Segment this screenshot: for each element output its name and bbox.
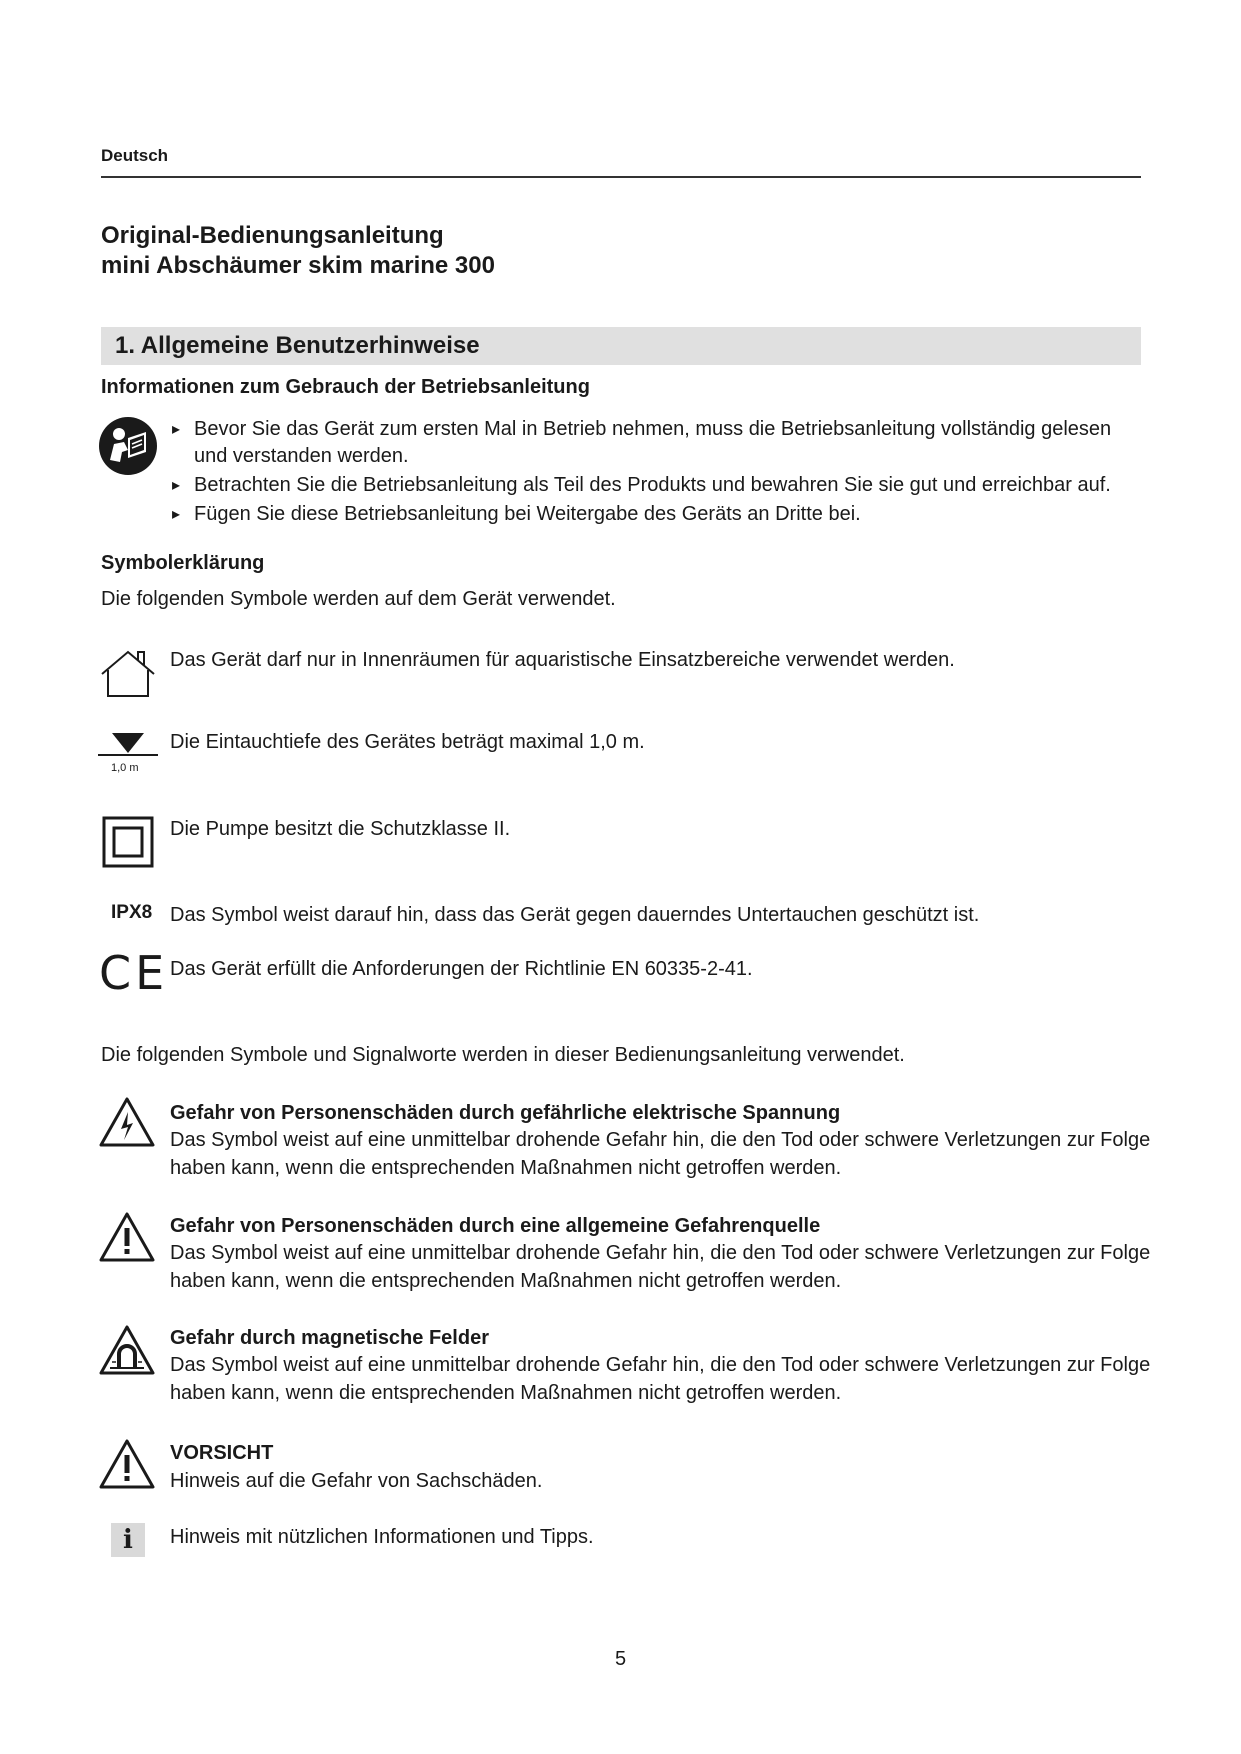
document-title [101, 221, 495, 281]
general-hazard-desc-line2: haben kann, wenn die entsprechenden Maßnahmen nicht getroffen werden. [170, 1270, 842, 1292]
magnetic-hazard-desc-line2: haben kann, wenn die entsprechenden Maßnahmen nicht getroffen werden. [170, 1382, 842, 1404]
bullet-item: ▸ Betrachten Sie die Betriebsanleitung als Teil des Produkts und bewahren Sie sie gut und erreichbar auf. [180, 472, 1120, 499]
info-heading: Informationen zum Gebrauch der Betriebsanleitung [101, 376, 590, 398]
protection-class-ii-icon [102, 816, 154, 868]
general-hazard-desc-line1: Das Symbol weist auf eine unmittelbar drohende Gefahr hin, die den Tod oder schwere Verletzungen zur Folge [170, 1242, 1151, 1264]
caution-icon [98, 1438, 156, 1490]
immersion-depth-text: Die Eintauchtiefe des Gerätes beträgt maximal 1,0 m. [170, 731, 645, 753]
bullet-item: ▸ Fügen Sie diese Betriebsanleitung bei Weitergabe des Geräts an Dritte bei. [180, 501, 1120, 528]
info-text: Hinweis mit nützlichen Informationen und Tipps. [170, 1526, 594, 1548]
section-heading [115, 332, 480, 360]
symbols-intro: Die folgenden Symbole werden auf dem Gerät verwendet. [101, 588, 616, 610]
general-hazard-title: Gefahr von Personenschäden durch eine allgemeine Gefahrenquelle [170, 1215, 821, 1237]
ce-mark-icon: CE [99, 946, 169, 1000]
page-number: 5 [614, 1648, 627, 1670]
section-heading-text: Allgemeine Benutzerhinweise [140, 332, 480, 359]
indoor-use-text: Das Gerät darf nur in Innenräumen für aquaristische Einsatzbereiche verwendet werden. [170, 649, 955, 671]
caution-title: VORSICHT [170, 1442, 274, 1464]
immersion-depth-icon [98, 731, 158, 757]
title-line-2: mini Abschäumer skim marine 300 [101, 252, 495, 279]
indoor-house-icon [98, 646, 158, 698]
electric-hazard-desc-line1: Das Symbol weist auf eine unmittelbar drohende Gefahr hin, die den Tod oder schwere Verletzungen zur Folge [170, 1129, 1151, 1151]
section-heading-bar [101, 327, 1141, 365]
protection-class-text: Die Pumpe besitzt die Schutzklasse II. [170, 818, 511, 840]
signal-words-intro: Die folgenden Symbole und Signalworte werden in dieser Bedienungsanleitung verwendet. [101, 1044, 905, 1066]
magnetic-hazard-title: Gefahr durch magnetische Felder [170, 1327, 489, 1349]
caution-desc: Hinweis auf die Gefahr von Sachschäden. [170, 1470, 543, 1492]
title-line-1: Original-Bedienungsanleitung [101, 222, 444, 249]
symbols-heading: Symbolerklärung [101, 552, 265, 574]
language-label: Deutsch [101, 146, 169, 165]
ipx8-icon: IPX8 [111, 902, 153, 923]
ipx8-text: Das Symbol weist darauf hin, dass das Gerät gegen dauerndes Untertauchen geschützt ist. [170, 904, 980, 926]
ce-text: Das Gerät erfüllt die Anforderungen der Richtlinie EN 60335-2-41. [170, 958, 753, 980]
general-hazard-icon [98, 1211, 156, 1263]
magnetic-field-hazard-icon [98, 1324, 156, 1376]
section-number: 1. [115, 332, 136, 359]
header-divider [101, 176, 1141, 178]
electric-hazard-desc-line2: haben kann, wenn die entsprechenden Maßnahmen nicht getroffen werden. [170, 1157, 842, 1179]
electric-hazard-icon [98, 1096, 156, 1148]
bullet-item: ▸ Bevor Sie das Gerät zum ersten Mal in Betrieb nehmen, muss die Betriebsanleitung vollständig gelesen und verstanden werden. [180, 416, 1120, 470]
immersion-depth-label: 1,0 m [111, 762, 139, 774]
magnetic-hazard-desc-line1: Das Symbol weist auf eine unmittelbar drohende Gefahr hin, die den Tod oder schwere Verletzungen zur Folge [170, 1354, 1151, 1376]
usage-bullet-list [180, 416, 1120, 530]
electric-hazard-title: Gefahr von Personenschäden durch gefährliche elektrische Spannung [170, 1102, 841, 1124]
read-manual-icon [98, 416, 158, 476]
info-icon: i [111, 1523, 145, 1557]
